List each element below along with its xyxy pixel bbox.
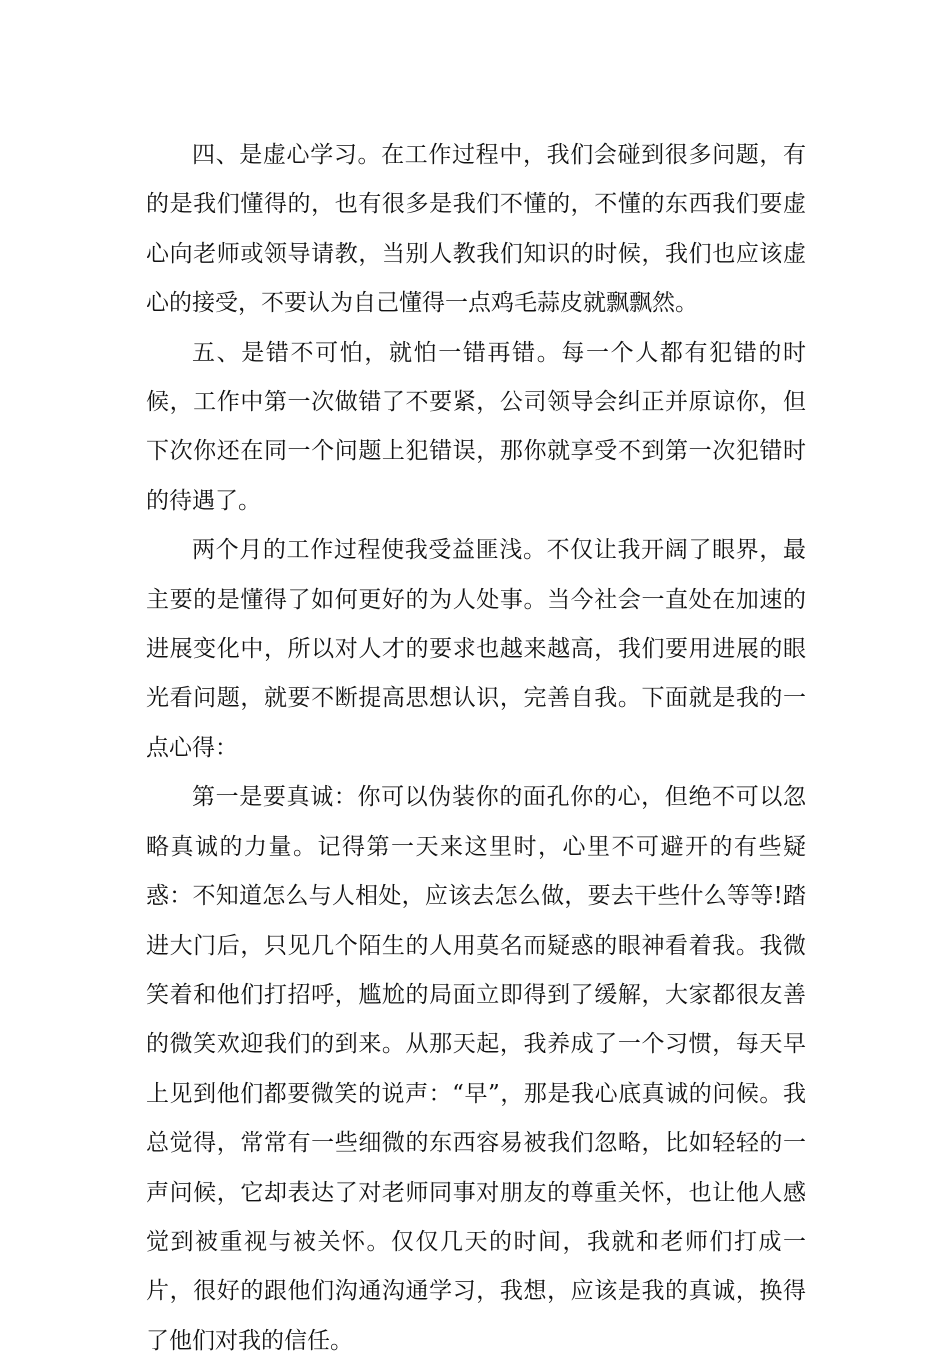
document-body <box>146 131 806 1366</box>
paragraph-sincerity: 第一是要真诚：你可以伪装你的面孔你的心，但绝不可以忽略真诚的力量。记得第一天来这里时，心里不可避开的有些疑惑：不知道怎么与人相处，应该去怎么做，要去干些什么等等!踏进大门后，只见几个陌生的人用莫名而疑惑的眼神看着我。我微笑着和他们打招呼，尴尬的局面立即得到了缓解，大家都很友善的微笑欢迎我们的到来。从那天起，我养成了一个习惯，每天早上见到他们都要微笑的说声：“早”，那是我心底真诚的问候。我总觉得，常常有一些细微的东西容易被我们忽略，比如轻轻的一声问候，它却表达了对老师同事对朋友的尊重关怀，也让他人感觉到被重视与被关怀。仅仅几天的时间，我就和老师们打成一片，很好的跟他们沟通沟通学习，我想，应该是我的真诚，换得了他们对我的信任。 <box>146 784 806 1354</box>
paragraph-mistakes: 五、是错不可怕，就怕一错再错。每一个人都有犯错的时候，工作中第一次做错了不要紧，公司领导会纠正并原谅你，但下次你还在同一个问题上犯错误，那你就享受不到第一次犯错时的待遇了。 <box>146 339 806 514</box>
paragraph-two-months: 两个月的工作过程使我受益匪浅。不仅让我开阔了眼界，最主要的是懂得了如何更好的为人处事。当今社会一直处在加速的进展变化中，所以对人才的要求也越来越高，我们要用进展的眼光看问题，就要不断提高思想认识，完善自我。下面就是我的一点心得： <box>146 537 806 761</box>
paragraph-humility: 四、是虚心学习。在工作过程中，我们会碰到很多问题，有的是我们懂得的，也有很多是我们不懂的，不懂的东西我们要虚心向老师或领导请教，当别人教我们知识的时候，我们也应该虚心的接受，不要认为自己懂得一点鸡毛蒜皮就飘飘然。 <box>146 142 806 317</box>
